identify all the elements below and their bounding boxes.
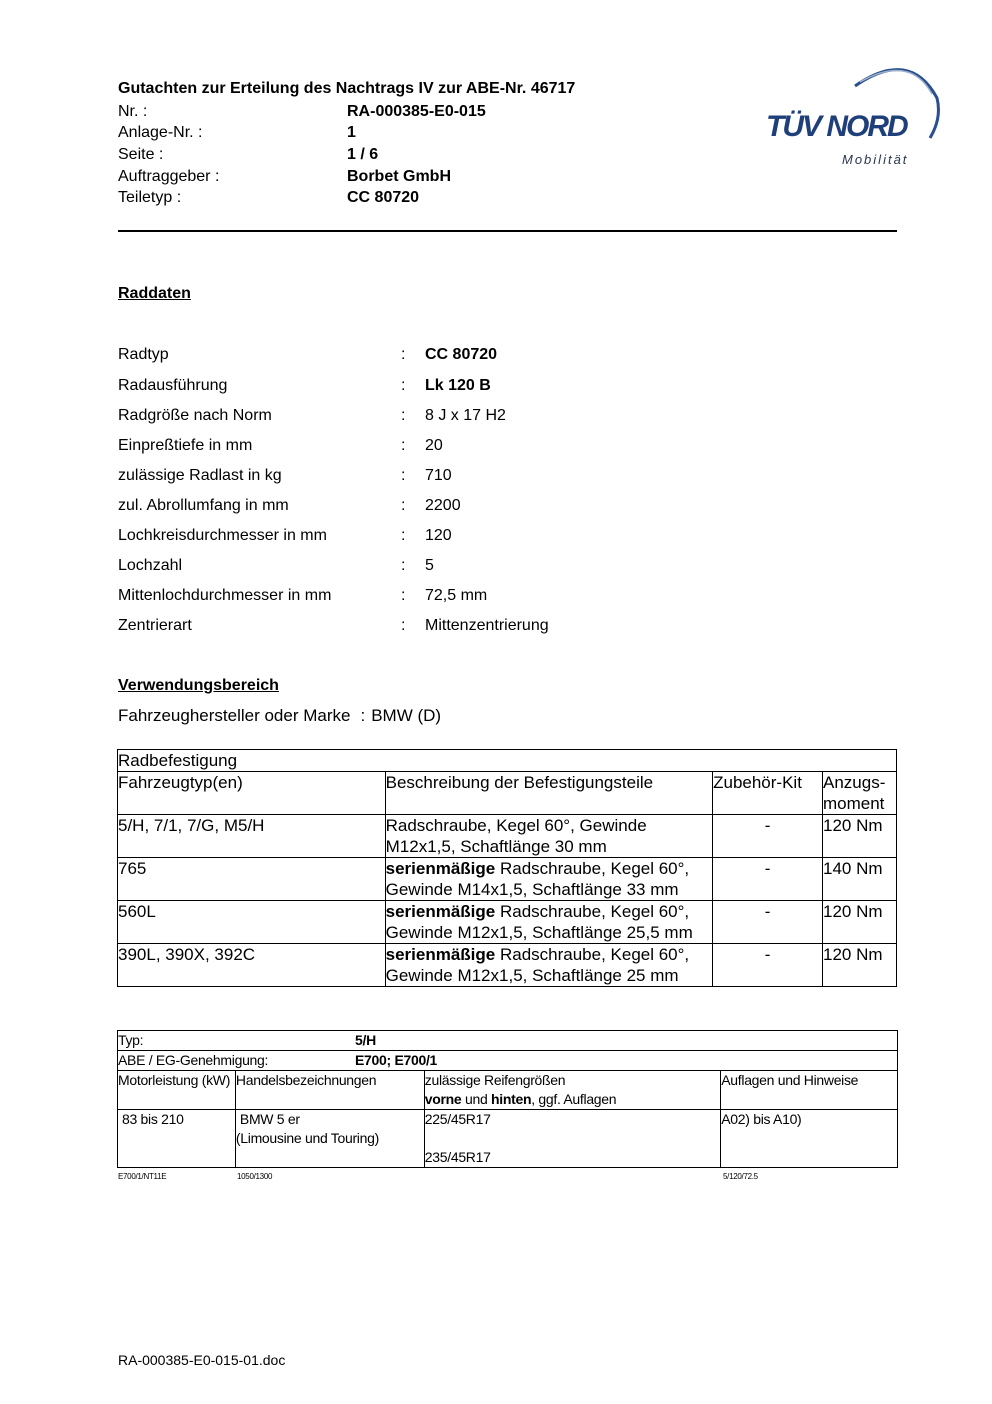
cell-reifen	[424, 1110, 720, 1168]
table-title: Radbefestigung	[118, 750, 897, 772]
cell-kit: -	[713, 944, 823, 987]
section-raddaten: Raddaten	[118, 285, 191, 302]
column-header: Fahrzeugtyp(en)	[118, 772, 386, 815]
header-label: Auftraggeber :	[118, 168, 220, 185]
raddaten-key: Lochkreisdurchmesser in mm	[118, 527, 327, 544]
reifen-und: und	[461, 1091, 492, 1107]
footer-filename: RA-000385-E0-015-01.doc	[118, 1352, 286, 1368]
column-header: Handelsbezeichnungen	[235, 1071, 424, 1110]
cell-desc	[385, 944, 712, 987]
typ-table	[117, 1030, 898, 1168]
document-title: Gutachten zur Erteilung des Nachtrags IV zur ABE-Nr. 46717	[118, 80, 576, 97]
raddaten-row: Radtyp : CC 80720	[118, 343, 818, 367]
abe-label: ABE / EG-Genehmigung:	[118, 1052, 269, 1068]
cell-auflagen: A02) bis A10)	[721, 1110, 898, 1168]
raddaten-row: Radausführung : Lk 120 B	[118, 374, 818, 398]
cell-kit: -	[713, 858, 823, 901]
reifen-header-text: zulässige Reifengrößen	[424, 1072, 566, 1088]
header-value: 1	[347, 124, 356, 141]
column-header-reifen	[424, 1071, 720, 1110]
column-header: Beschreibung der Befestigungsteile	[385, 772, 712, 815]
cell-desc-text: Radschraube, Kegel 60°, Gewinde M12x1,5, Schaftlänge 25,5 mm	[385, 902, 693, 942]
typ-value: 5/H	[355, 1032, 376, 1048]
raddaten-row: Lochzahl : 5	[118, 554, 818, 578]
table-row	[118, 1110, 898, 1168]
raddaten-row: Radgröße nach Norm : 8 J x 17 H2	[118, 404, 818, 428]
raddaten-key: zul. Abrollumfang in mm	[118, 497, 289, 514]
raddaten-value: 2200	[425, 497, 461, 514]
column-header: Zubehör-Kit	[713, 772, 823, 815]
raddaten-value: Mittenzentrierung	[425, 617, 549, 634]
header-label: Anlage-Nr. :	[118, 124, 203, 141]
radbefestigung-table	[117, 749, 897, 987]
raddaten-row: Einpreßtiefe in mm : 20	[118, 434, 818, 458]
header-divider	[118, 230, 897, 232]
cell-moment: 120 Nm	[823, 815, 897, 858]
cell-moment: 120 Nm	[823, 901, 897, 944]
raddaten-value: 120	[425, 527, 452, 544]
header-label: Teiletyp :	[118, 189, 182, 206]
column-header: Auflagen und Hinweise	[721, 1071, 898, 1110]
typ-label: Typ:	[118, 1032, 144, 1048]
abe-cell	[118, 1051, 898, 1071]
raddaten-row: zul. Abrollumfang in mm : 2200	[118, 494, 818, 518]
cell-kit: -	[713, 815, 823, 858]
handel-line-2: (Limousine und Touring)	[235, 1130, 379, 1146]
cell-desc	[385, 815, 712, 858]
manufacturer-label: Fahrzeughersteller oder Marke	[118, 706, 351, 725]
cell-moment: 120 Nm	[823, 944, 897, 987]
raddaten-key: Radtyp	[118, 346, 169, 363]
code-1: E700/1/NT11E	[118, 1172, 167, 1181]
cell-desc-bold: serienmäßige	[385, 945, 496, 964]
raddaten-key: Einpreßtiefe in mm	[118, 437, 253, 454]
cell-handel	[235, 1110, 424, 1168]
cell-kit: -	[713, 901, 823, 944]
logo-subtitle: Mobilität	[842, 152, 909, 167]
table-title-row	[118, 750, 897, 772]
code-2: 1050/1300	[237, 1172, 273, 1181]
typ-row	[118, 1031, 898, 1051]
raddaten-value: 710	[425, 467, 452, 484]
abe-value: E700; E700/1	[355, 1052, 438, 1068]
manufacturer-value: BMW (D)	[371, 706, 442, 725]
raddaten-value: 8 J x 17 H2	[425, 407, 506, 424]
cell-typ: 5/H, 7/1, 7/G, M5/H	[118, 815, 386, 858]
tuv-nord-logo	[760, 58, 945, 173]
raddaten-value: 72,5 mm	[425, 587, 488, 604]
reifen-vorne: vorne	[424, 1091, 462, 1107]
raddaten-key: Lochzahl	[118, 557, 183, 574]
header-label: Seite :	[118, 146, 164, 163]
header-value: Borbet GmbH	[347, 168, 451, 185]
raddaten-key: Zentrierart	[118, 617, 192, 634]
table-header-row	[118, 772, 897, 815]
logo-brand: TÜV NORD	[766, 110, 907, 143]
section-verwendungsbereich: Verwendungsbereich	[118, 677, 279, 694]
table-row	[118, 815, 897, 858]
cell-moment: 140 Nm	[823, 858, 897, 901]
code-3: 5/120/72.5	[723, 1172, 758, 1181]
table-row	[118, 944, 897, 987]
header-value: 1 / 6	[347, 146, 379, 163]
raddaten-value: CC 80720	[425, 346, 498, 363]
cell-desc	[385, 901, 712, 944]
column-header: Anzugs-moment	[823, 772, 897, 815]
raddaten-row: zulässige Radlast in kg : 710	[118, 464, 818, 488]
handel-line-1: BMW 5 er	[239, 1111, 300, 1127]
abe-row	[118, 1051, 898, 1071]
cell-desc-bold: serienmäßige	[385, 859, 496, 878]
raddaten-row: Lochkreisdurchmesser in mm : 120	[118, 524, 818, 548]
raddaten-key: zulässige Radlast in kg	[118, 467, 282, 484]
cell-desc-bold: serienmäßige	[385, 902, 496, 921]
cell-desc-text: Radschraube, Kegel 60°, Gewinde M12x1,5, Schaftlänge 30 mm	[385, 816, 647, 856]
header-value: RA-000385-E0-015	[347, 103, 486, 120]
raddaten-key: Radausführung	[118, 377, 228, 394]
reifen-2: 235/45R17	[424, 1149, 491, 1165]
header-value: CC 80720	[347, 189, 420, 206]
header-label: Nr. :	[118, 103, 148, 120]
table-row	[118, 858, 897, 901]
raddaten-key: Mittenlochdurchmesser in mm	[118, 587, 332, 604]
raddaten-key: Radgröße nach Norm	[118, 407, 272, 424]
column-header: Motorleistung (kW)	[118, 1071, 236, 1110]
raddaten-row: Mittenlochdurchmesser in mm : 72,5 mm	[118, 584, 818, 608]
cell-typ: 765	[118, 858, 386, 901]
cell-desc	[385, 858, 712, 901]
cell-typ: 390L, 390X, 392C	[118, 944, 386, 987]
raddaten-value: 5	[425, 557, 434, 574]
raddaten-row: Zentrierart : Mittenzentrierung	[118, 614, 818, 638]
reifen-post: , ggf. Auflagen	[531, 1091, 617, 1107]
cell-desc-text: Radschraube, Kegel 60°, Gewinde M14x1,5, Schaftlänge 33 mm	[385, 859, 690, 899]
raddaten-value: 20	[425, 437, 443, 454]
cell-leistung: 83 bis 210	[118, 1110, 236, 1168]
raddaten-value: Lk 120 B	[425, 377, 491, 394]
typ-header-row	[118, 1071, 898, 1110]
cell-typ: 560L	[118, 901, 386, 944]
cell-desc-text: Radschraube, Kegel 60°, Gewinde M12x1,5, Schaftlänge 25 mm	[385, 945, 690, 985]
reifen-hinten: hinten	[491, 1091, 532, 1107]
table-row	[118, 901, 897, 944]
typ-cell	[118, 1031, 898, 1051]
reifen-1: 225/45R17	[424, 1111, 491, 1127]
manufacturer-line: Fahrzeughersteller oder Marke : BMW (D)	[118, 706, 442, 725]
